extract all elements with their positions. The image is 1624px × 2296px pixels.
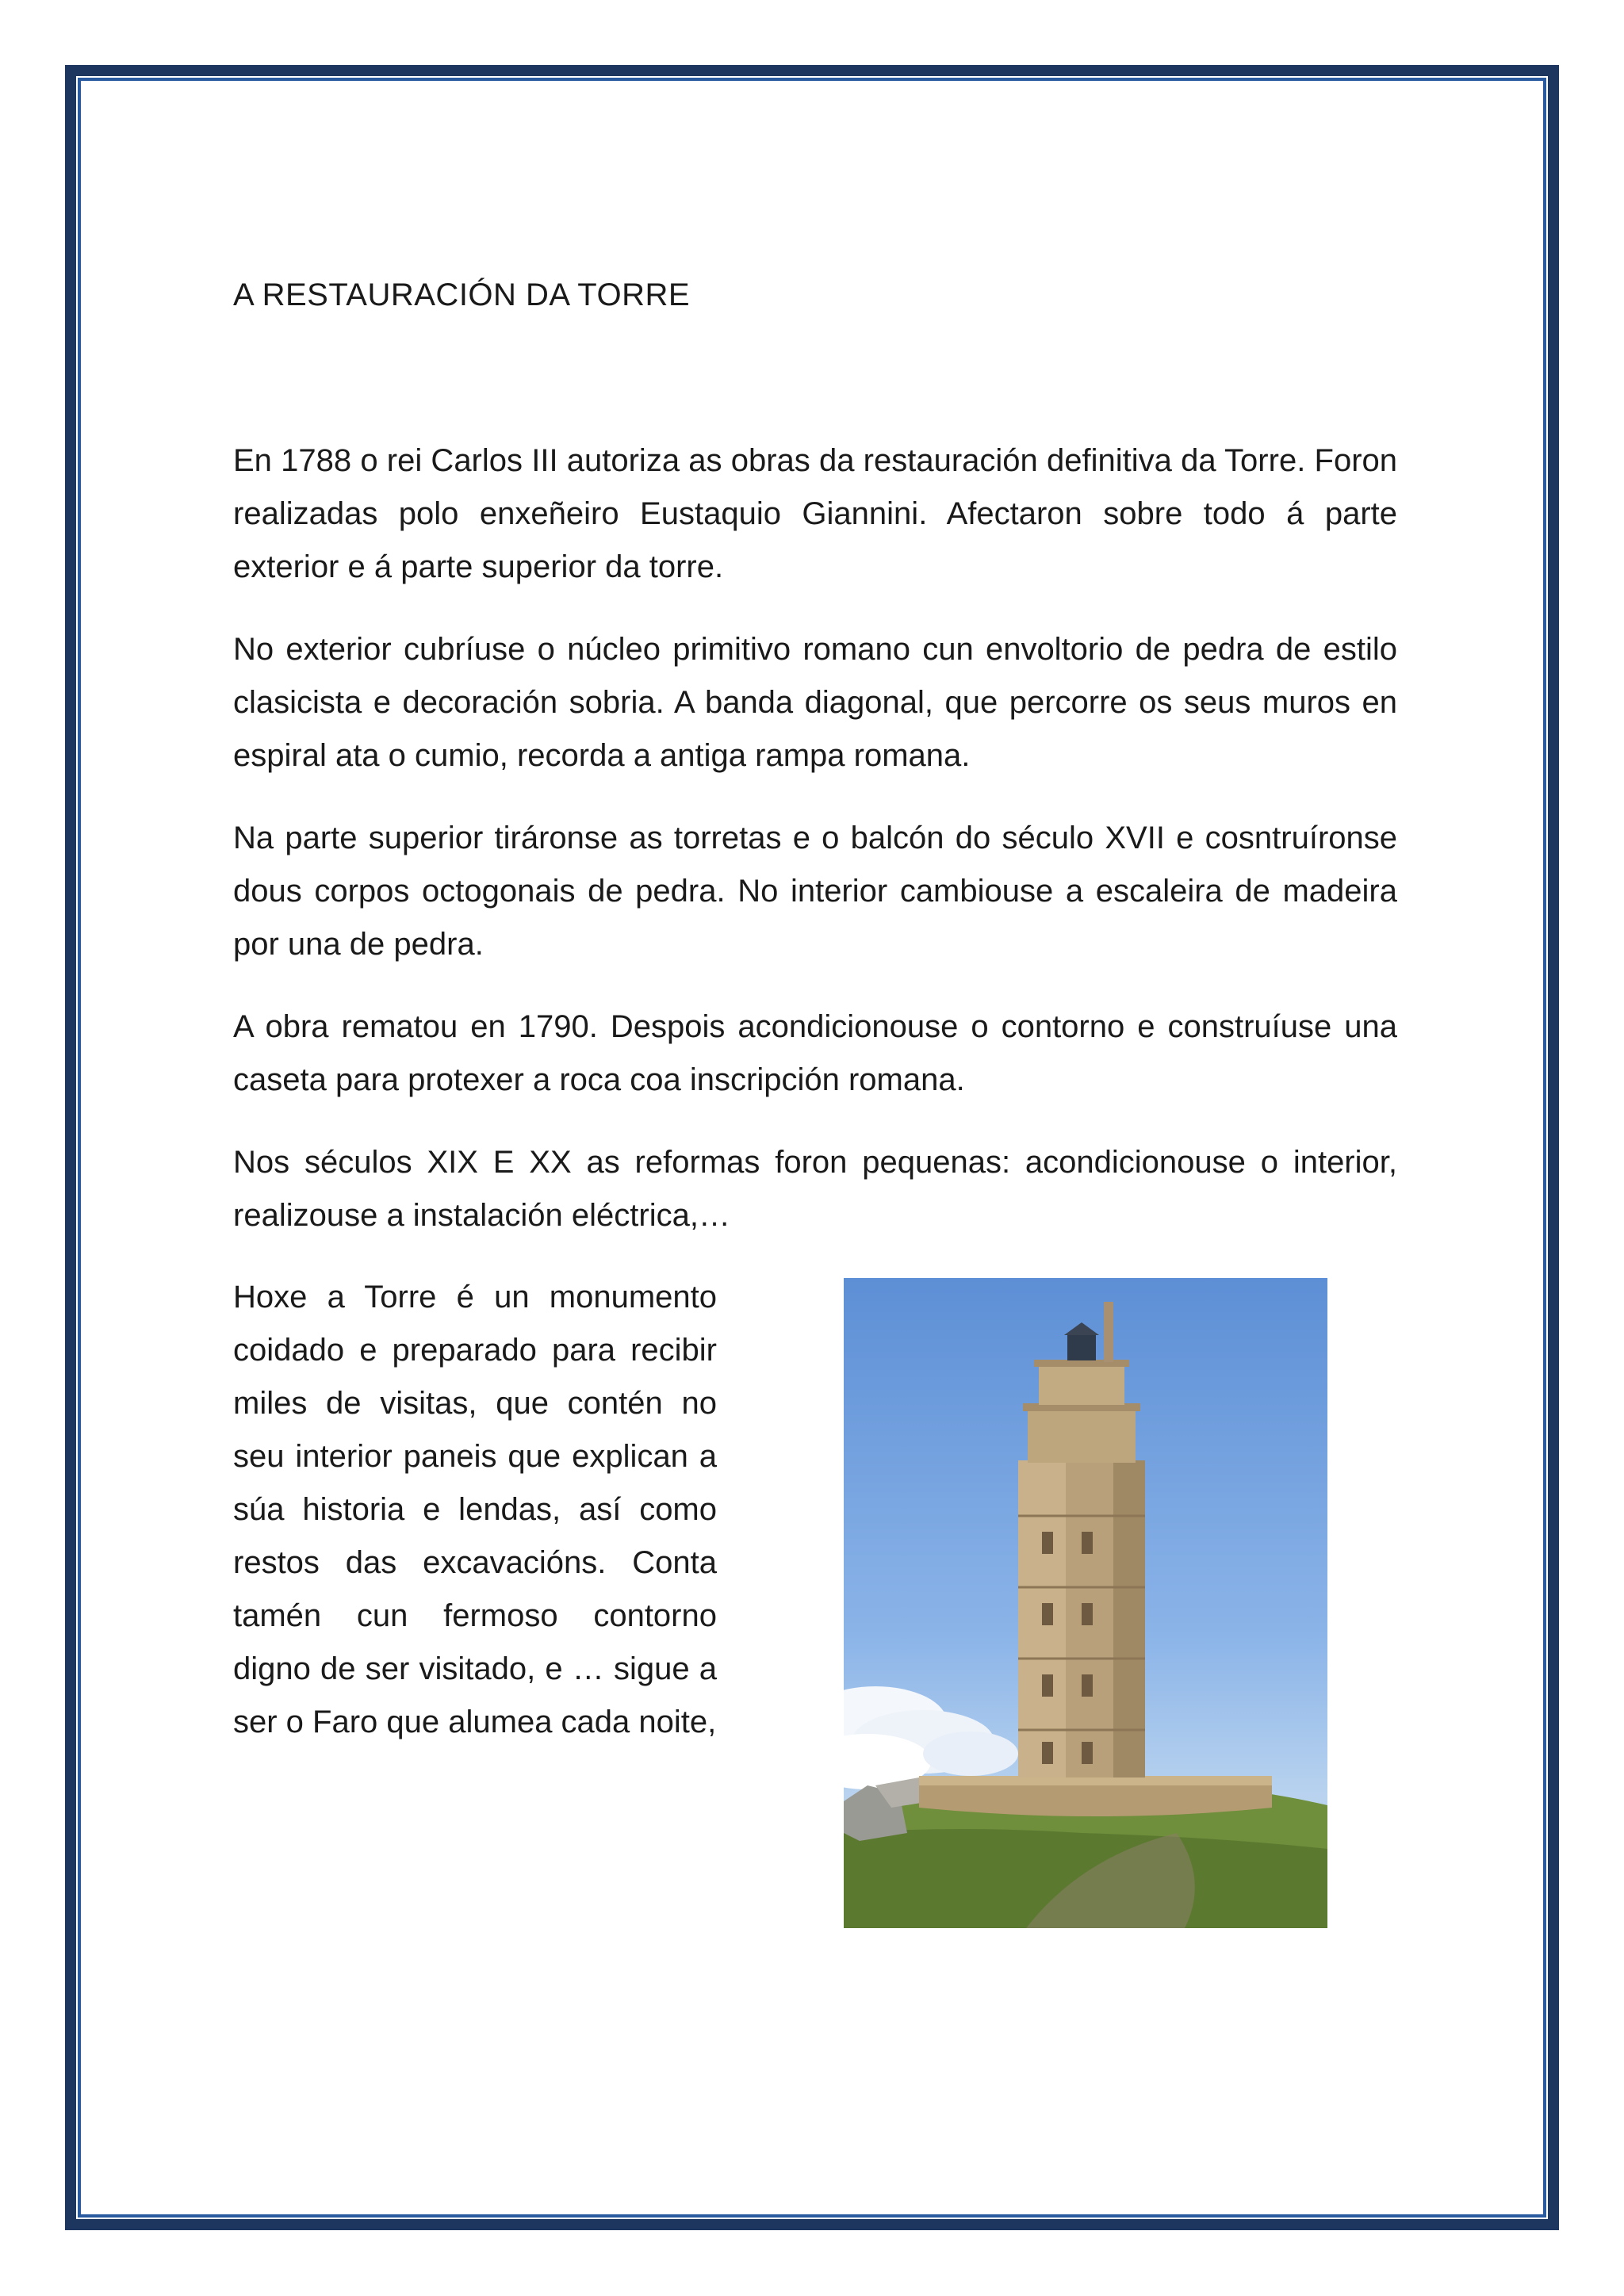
paragraph-5: Nos séculos XIX E XX as reformas foron pequenas: acondicionouse o interior, realizouse a instalación eléctrica,… (233, 1145, 1397, 1233)
tower-photo (844, 1278, 1327, 1928)
clouds (844, 1686, 1018, 1789)
paragraph-6: Hoxe a Torre é un monumento coidado e preparado para recibir miles de visitas, que contén no seu interior paneis que explican a súa historia e lendas, así como restos das excavacións. Conta tamén cun fermoso contorno digno de ser visitado, e … sigue a ser o Faro que alumea cada noite, (233, 1280, 717, 1739)
paragraph-4: A obra rematou en 1790. Despois acondicionouse o contorno e construíuse una caseta para protexer a roca coa inscripción romana. (233, 1009, 1397, 1097)
document-body (233, 270, 1397, 1739)
tower-illustration (844, 1278, 1327, 1928)
paragraph-2: No exterior cubríuse o núcleo primitivo romano cun envoltorio de pedra de estilo clasicista e decoración sobria. A banda diagonal, que percorre os seus muros en espiral ata o cumio, recorda a antiga rampa romana. (233, 632, 1397, 773)
paragraph-3: Na parte superior tiráronse as torretas e o balcón do século XVII e cosntruíronse dous corpos octogonais de pedra. No interior cambiouse a escaleira de madeira por una de pedra. (233, 821, 1397, 962)
lantern (1067, 1335, 1096, 1360)
paragraph-1: En 1788 o rei Carlos III autoriza as obras da restauración definitiva da Torre. Foron realizadas polo enxeñeiro Eustaquio Giannini. Afectaron sobre todo á parte exterior e á parte superior da torre. (233, 443, 1397, 584)
page-title: A RESTAURACIÓN DA TORRE (233, 277, 691, 312)
